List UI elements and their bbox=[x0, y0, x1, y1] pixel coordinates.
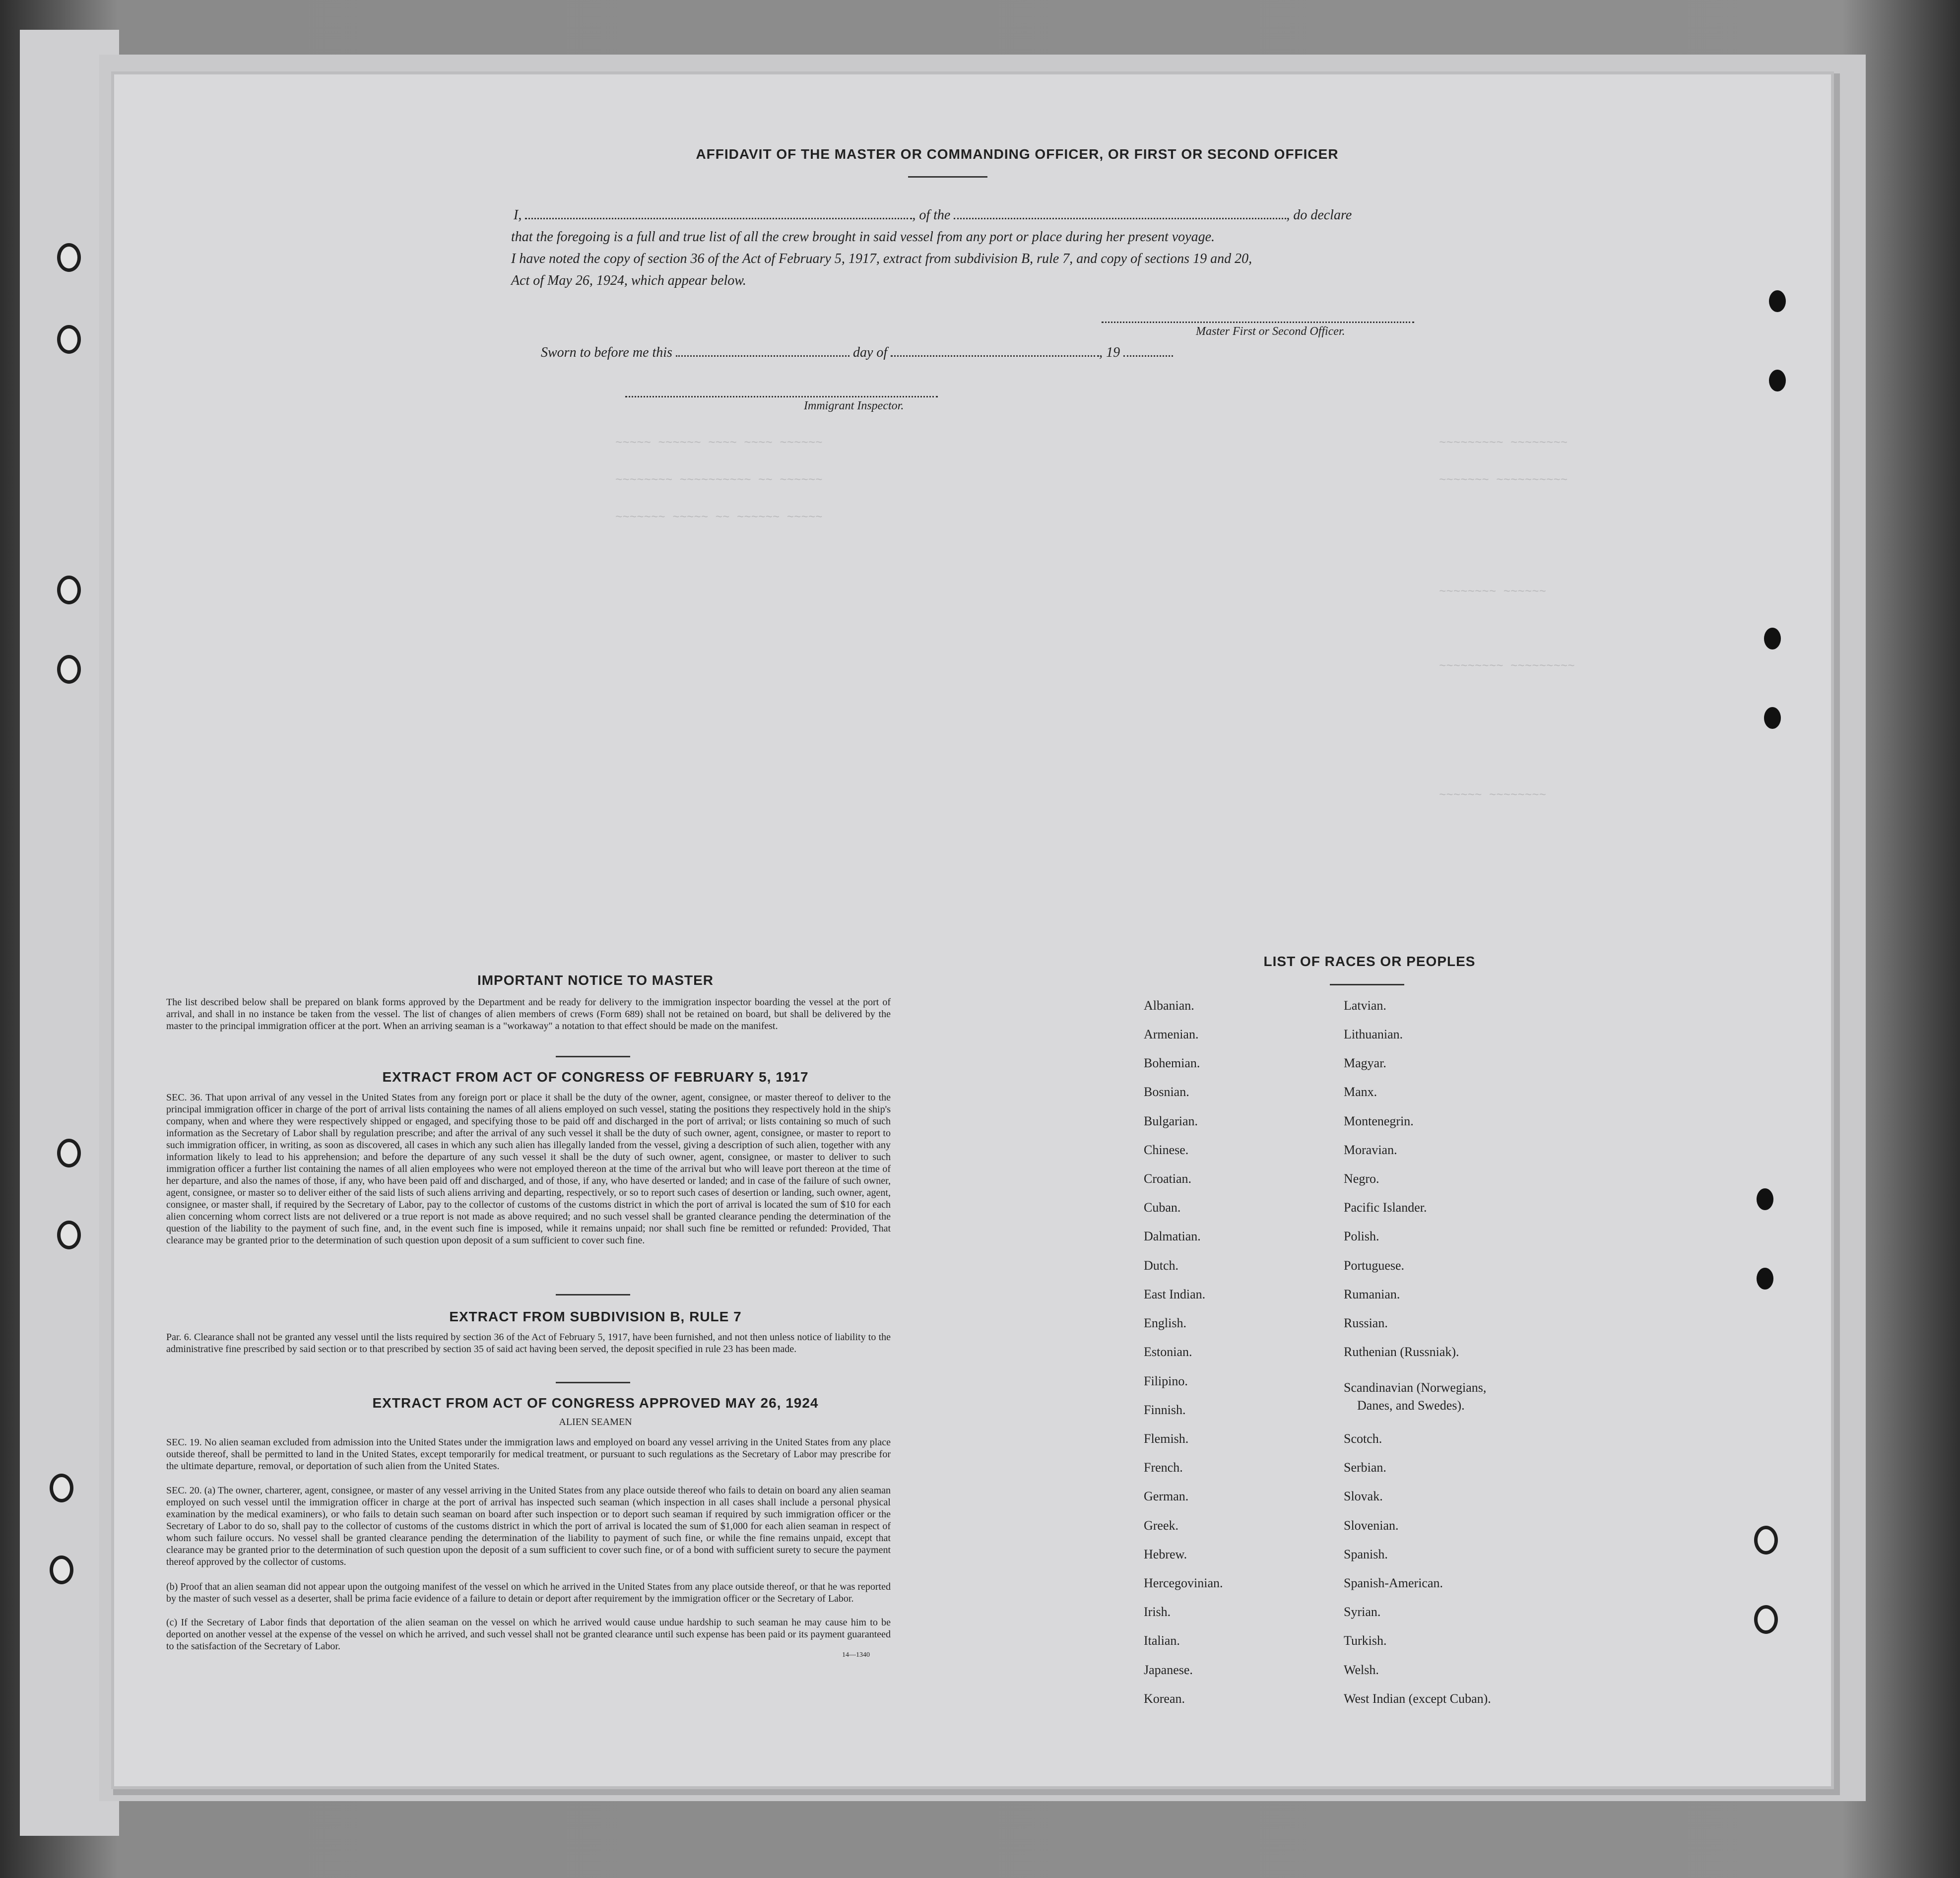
notice-divider bbox=[556, 1056, 630, 1057]
race-entry: Danes, and Swedes). bbox=[1357, 1398, 1465, 1413]
race-entry: Pacific Islander. bbox=[1344, 1200, 1427, 1215]
race-entry: Moravian. bbox=[1344, 1143, 1397, 1157]
declaration-line-4: Act of May 26, 1924, which appear below. bbox=[511, 273, 746, 288]
declaration-i-label: I, bbox=[514, 207, 522, 223]
race-entry: Manx. bbox=[1344, 1085, 1377, 1099]
act-1924-sec20b: (b) Proof that an alien seaman did not appear upon the outgoing manifest of the vessel on which he arrived in the United States from any place outside thereof, or that he was reported by the master of such vessel as a deserter, shall be prima facie evidence of a failure to detain or deport after requirement by the immigration officer or the Secretary of Labor. bbox=[166, 1581, 891, 1604]
race-entry: Filipino. bbox=[1144, 1374, 1188, 1388]
master-signature-blank[interactable] bbox=[1102, 318, 1414, 323]
act-1917-body: SEC. 36. That upon arrival of any vessel in the United States from any foreign port or place it shall be the duty of the owner, agent, consignee, or master thereof to deliver to the principal immigration officer in charge of the port of arrival lists containing the names of all aliens employed on such vessel, stating the positions they respectively hold in the ship's company, when and where they were respectively shipped or engaged, and specifying those to be paid off and discharged in the port of arrival; or lists containing so much of such information as the Secretary of Labor shall by regulation prescribe; and after the arrival of any such vessel it shall be the duty of such owner, agent, consignee, or master to report to such immigration officer, in writing, as soon as discovered, all cases in which any such alien has illegally landed from the vessel, giving a description of such alien, together with any information likely to lead to his apprehension; and before the departure of any such vessel it shall be the duty of such owner, agent, consignee, or master to deliver to such immigration officer a further list containing the names of all alien employees who were not employed thereon at the time of the arrival but who will leave port thereon at the time of her departure, and also the names of those, if any, who have been paid off and discharged, and of those, if any, who have deserted or landed; and in case of the failure of such owner, agent, consignee, or master so to deliver either of the said lists of such aliens arriving and departing, respectively, or so to report such cases of desertion or landing, such owner, agent, consignee, or master shall, if required by the Secretary of Labor, pay to the collector of customs of the customs district in which the port of arrival is located the sum of $10 for each alien concerning whom correct lists are not delivered or a true report is not made as above required; and no such vessel shall be granted clearance pending the determination of the question of the liability to the payment of such fine, and, in the event such fine is imposed, while it remains unpaid; nor shall such fine be remitted or refunded: Provided, That clearance may be granted prior to the determination of such question upon deposit of a sum sufficient to cover such fine. bbox=[166, 1092, 891, 1246]
race-entry: Latvian. bbox=[1344, 998, 1386, 1013]
race-entry: Greek. bbox=[1144, 1518, 1179, 1533]
binding-hole bbox=[50, 1474, 73, 1502]
race-entry: Slovak. bbox=[1344, 1489, 1383, 1503]
race-entry: Ruthenian (Russniak). bbox=[1344, 1345, 1459, 1359]
race-entry: Bulgarian. bbox=[1144, 1114, 1198, 1128]
title-divider bbox=[908, 176, 987, 178]
act-1924-title: EXTRACT FROM ACT OF CONGRESS APPROVED MAY 26, 1924 bbox=[372, 1395, 819, 1411]
race-entry: Lithuanian. bbox=[1344, 1027, 1403, 1041]
race-entry: Flemish. bbox=[1144, 1431, 1189, 1446]
binding-hole bbox=[57, 576, 81, 604]
punch-hole bbox=[1757, 1268, 1773, 1290]
notice-title: IMPORTANT NOTICE TO MASTER bbox=[477, 972, 714, 988]
race-entry: Albanian. bbox=[1144, 998, 1194, 1013]
race-entry: Polish. bbox=[1344, 1229, 1379, 1243]
act-1924-sec20c: (c) If the Secretary of Labor finds that deportation of the alien seaman on the vessel on which he arrived would cause undue hardship to such seaman he may cause him to be deported on another vessel at the expense of the vessel on which he arrived, and such vessel shall not be granted clearance until such expense has been paid or its payment guaranteed to the satisfaction of the Secretary of Labor. bbox=[166, 1617, 891, 1652]
declaration-line-3: I have noted the copy of section 36 of the Act of February 5, 1917, extract from subdivision B, rule 7, and copy of sections 19 and 20, bbox=[511, 251, 1252, 266]
alien-seamen-subtitle: ALIEN SEAMEN bbox=[559, 1417, 632, 1427]
act-1924-sec20a: SEC. 20. (a) The owner, charterer, agent, consignee, or master of any vessel arriving in the United States from any place outside thereof who fails to detain on board any alien seaman employed on such vessel until the immigration officer in charge at the port of arrival has inspected such seaman (which inspection in all cases shall include a personal physical examination by the medical examiners), or who fails to detain such seaman on board after such inspection or to deport such seaman if required by such immigration officer or the Secretary of Labor to do so, shall pay to the collector of customs of the customs district in which the port of arrival is located the sum of $1,000 for each alien seaman in respect of whom such failure occurs. No vessel shall be granted clearance pending the determination of the liability to payment of such fine, or while the fine remains unpaid, except that clearance may be granted prior to the determination of such question upon the deposit of a sum sufficient to cover such fine, or of a bond with sufficient surety to secure the payment thereof approved by the collector of customs. bbox=[166, 1485, 891, 1567]
races-divider bbox=[1330, 984, 1404, 985]
act-1917-title: EXTRACT FROM ACT OF CONGRESS OF FEBRUARY 5, 1917 bbox=[382, 1069, 809, 1085]
race-entry: Italian. bbox=[1144, 1633, 1180, 1648]
declaration-line-2: that the foregoing is a full and true list of all the crew brought in said vessel from any port or place during her present voyage. bbox=[511, 229, 1215, 245]
punch-hole bbox=[1769, 370, 1786, 391]
race-entry: West Indian (except Cuban). bbox=[1344, 1691, 1491, 1706]
year-prefix-label: , 19 bbox=[1099, 345, 1120, 360]
declaration-do-declare-label: , do declare bbox=[1286, 207, 1352, 223]
race-entry: Dutch. bbox=[1144, 1258, 1179, 1273]
sworn-line bbox=[541, 345, 1173, 361]
vessel-name-blank[interactable] bbox=[954, 214, 1286, 219]
sworn-day-blank[interactable] bbox=[676, 351, 849, 357]
affidavit-title: AFFIDAVIT OF THE MASTER OR COMMANDING OFFICER, OR FIRST OR SECOND OFFICER bbox=[696, 146, 1339, 162]
binding-hole bbox=[57, 1139, 81, 1167]
race-entry: Chinese. bbox=[1144, 1143, 1189, 1157]
punch-hole bbox=[1769, 290, 1786, 312]
race-entry: Scandinavian (Norwegians, bbox=[1344, 1380, 1487, 1395]
race-entry: Croatian. bbox=[1144, 1171, 1192, 1186]
race-entry: Finnish. bbox=[1144, 1403, 1186, 1417]
race-entry: Magyar. bbox=[1344, 1056, 1386, 1070]
race-entry: Spanish-American. bbox=[1344, 1576, 1443, 1590]
sworn-label: Sworn to before me this bbox=[541, 345, 672, 360]
rule7-divider bbox=[556, 1382, 630, 1383]
binding-hole bbox=[57, 655, 81, 684]
binding-hole bbox=[57, 243, 81, 272]
punch-hole bbox=[1754, 1605, 1778, 1634]
inspector-signature-label: Immigrant Inspector. bbox=[804, 399, 904, 412]
punch-hole bbox=[1764, 707, 1781, 729]
race-entry: Welsh. bbox=[1344, 1663, 1379, 1677]
race-entry: Spanish. bbox=[1344, 1547, 1388, 1561]
race-entry: Syrian. bbox=[1344, 1605, 1381, 1619]
race-entry: Scotch. bbox=[1344, 1431, 1382, 1446]
race-entry: Serbian. bbox=[1344, 1460, 1386, 1475]
race-entry: English. bbox=[1144, 1316, 1186, 1330]
punch-hole bbox=[1754, 1526, 1778, 1554]
race-entry: Hebrew. bbox=[1144, 1547, 1187, 1561]
races-title: LIST OF RACES OR PEOPLES bbox=[1263, 954, 1476, 969]
race-entry: Bosnian. bbox=[1144, 1085, 1189, 1099]
race-entry: Turkish. bbox=[1344, 1633, 1387, 1648]
act-1924-sec19: SEC. 19. No alien seaman excluded from admission into the United States under the immigration laws and employed on board any vessel arriving in the United States from any place outside thereof, shall be permitted to land in the United States, except temporarily for medical treatment, or pursuant to such regulations as the Secretary of Labor may prescribe for the ultimate departure, removal, or deportation of such alien from the United States. bbox=[166, 1437, 891, 1472]
race-entry: Montenegrin. bbox=[1344, 1114, 1414, 1128]
rule7-title: EXTRACT FROM SUBDIVISION B, RULE 7 bbox=[449, 1309, 742, 1324]
race-entry: Slovenian. bbox=[1344, 1518, 1399, 1533]
form-number: 14—1340 bbox=[842, 1651, 870, 1659]
inspector-signature-blank[interactable] bbox=[625, 392, 938, 397]
declaration-line-1 bbox=[514, 207, 1352, 223]
sworn-year-blank[interactable] bbox=[1123, 351, 1173, 357]
race-entry: Hercegovinian. bbox=[1144, 1576, 1223, 1590]
race-entry: French. bbox=[1144, 1460, 1183, 1475]
race-entry: Negro. bbox=[1344, 1171, 1379, 1186]
race-entry: Dalmatian. bbox=[1144, 1229, 1201, 1243]
race-entry: Estonian. bbox=[1144, 1345, 1192, 1359]
race-entry: Cuban. bbox=[1144, 1200, 1181, 1215]
punch-hole bbox=[1764, 628, 1781, 649]
race-entry: Bohemian. bbox=[1144, 1056, 1200, 1070]
race-entry: Japanese. bbox=[1144, 1663, 1193, 1677]
punch-hole bbox=[1757, 1188, 1773, 1210]
notice-body: The list described below shall be prepared on blank forms approved by the Department and be ready for delivery to the immigration inspector boarding the vessel at the port of arrival, and shall in no instance be taken from the vessel. The list of changes of alien members of crews (Form 689) shall not be retained on board, but shall be delivered by the master to the principal immigration officer at the port. When an arriving seaman is a "workaway" a notation to that effect should be made on the manifest. bbox=[166, 997, 891, 1032]
binding-hole bbox=[50, 1555, 73, 1584]
race-entry: German. bbox=[1144, 1489, 1189, 1503]
race-entry: Rumanian. bbox=[1344, 1287, 1400, 1301]
race-entry: Korean. bbox=[1144, 1691, 1185, 1706]
race-entry: East Indian. bbox=[1144, 1287, 1206, 1301]
binding-hole bbox=[57, 1221, 81, 1249]
sworn-month-blank[interactable] bbox=[891, 351, 1099, 357]
race-entry: Irish. bbox=[1144, 1605, 1171, 1619]
act-1917-divider bbox=[556, 1294, 630, 1295]
race-entry: Armenian. bbox=[1144, 1027, 1199, 1041]
race-entry: Russian. bbox=[1344, 1316, 1388, 1330]
day-of-label: day of bbox=[852, 345, 888, 360]
race-entry: Portuguese. bbox=[1344, 1258, 1405, 1273]
declarant-name-blank[interactable] bbox=[525, 214, 912, 219]
rule7-body: Par. 6. Clearance shall not be granted any vessel until the lists required by section 36 of the Act of February 5, 1917, have been furnished, and not then unless notice of liability to the administrative fine prescribed by said section or to that prescribed by section 35 of said act having been served, the deposit specified in rule 23 has been made. bbox=[166, 1332, 891, 1355]
declaration-of-the-label: , of the bbox=[912, 207, 951, 223]
master-signature-label: Master First or Second Officer. bbox=[1196, 325, 1345, 338]
binding-hole bbox=[57, 325, 81, 354]
